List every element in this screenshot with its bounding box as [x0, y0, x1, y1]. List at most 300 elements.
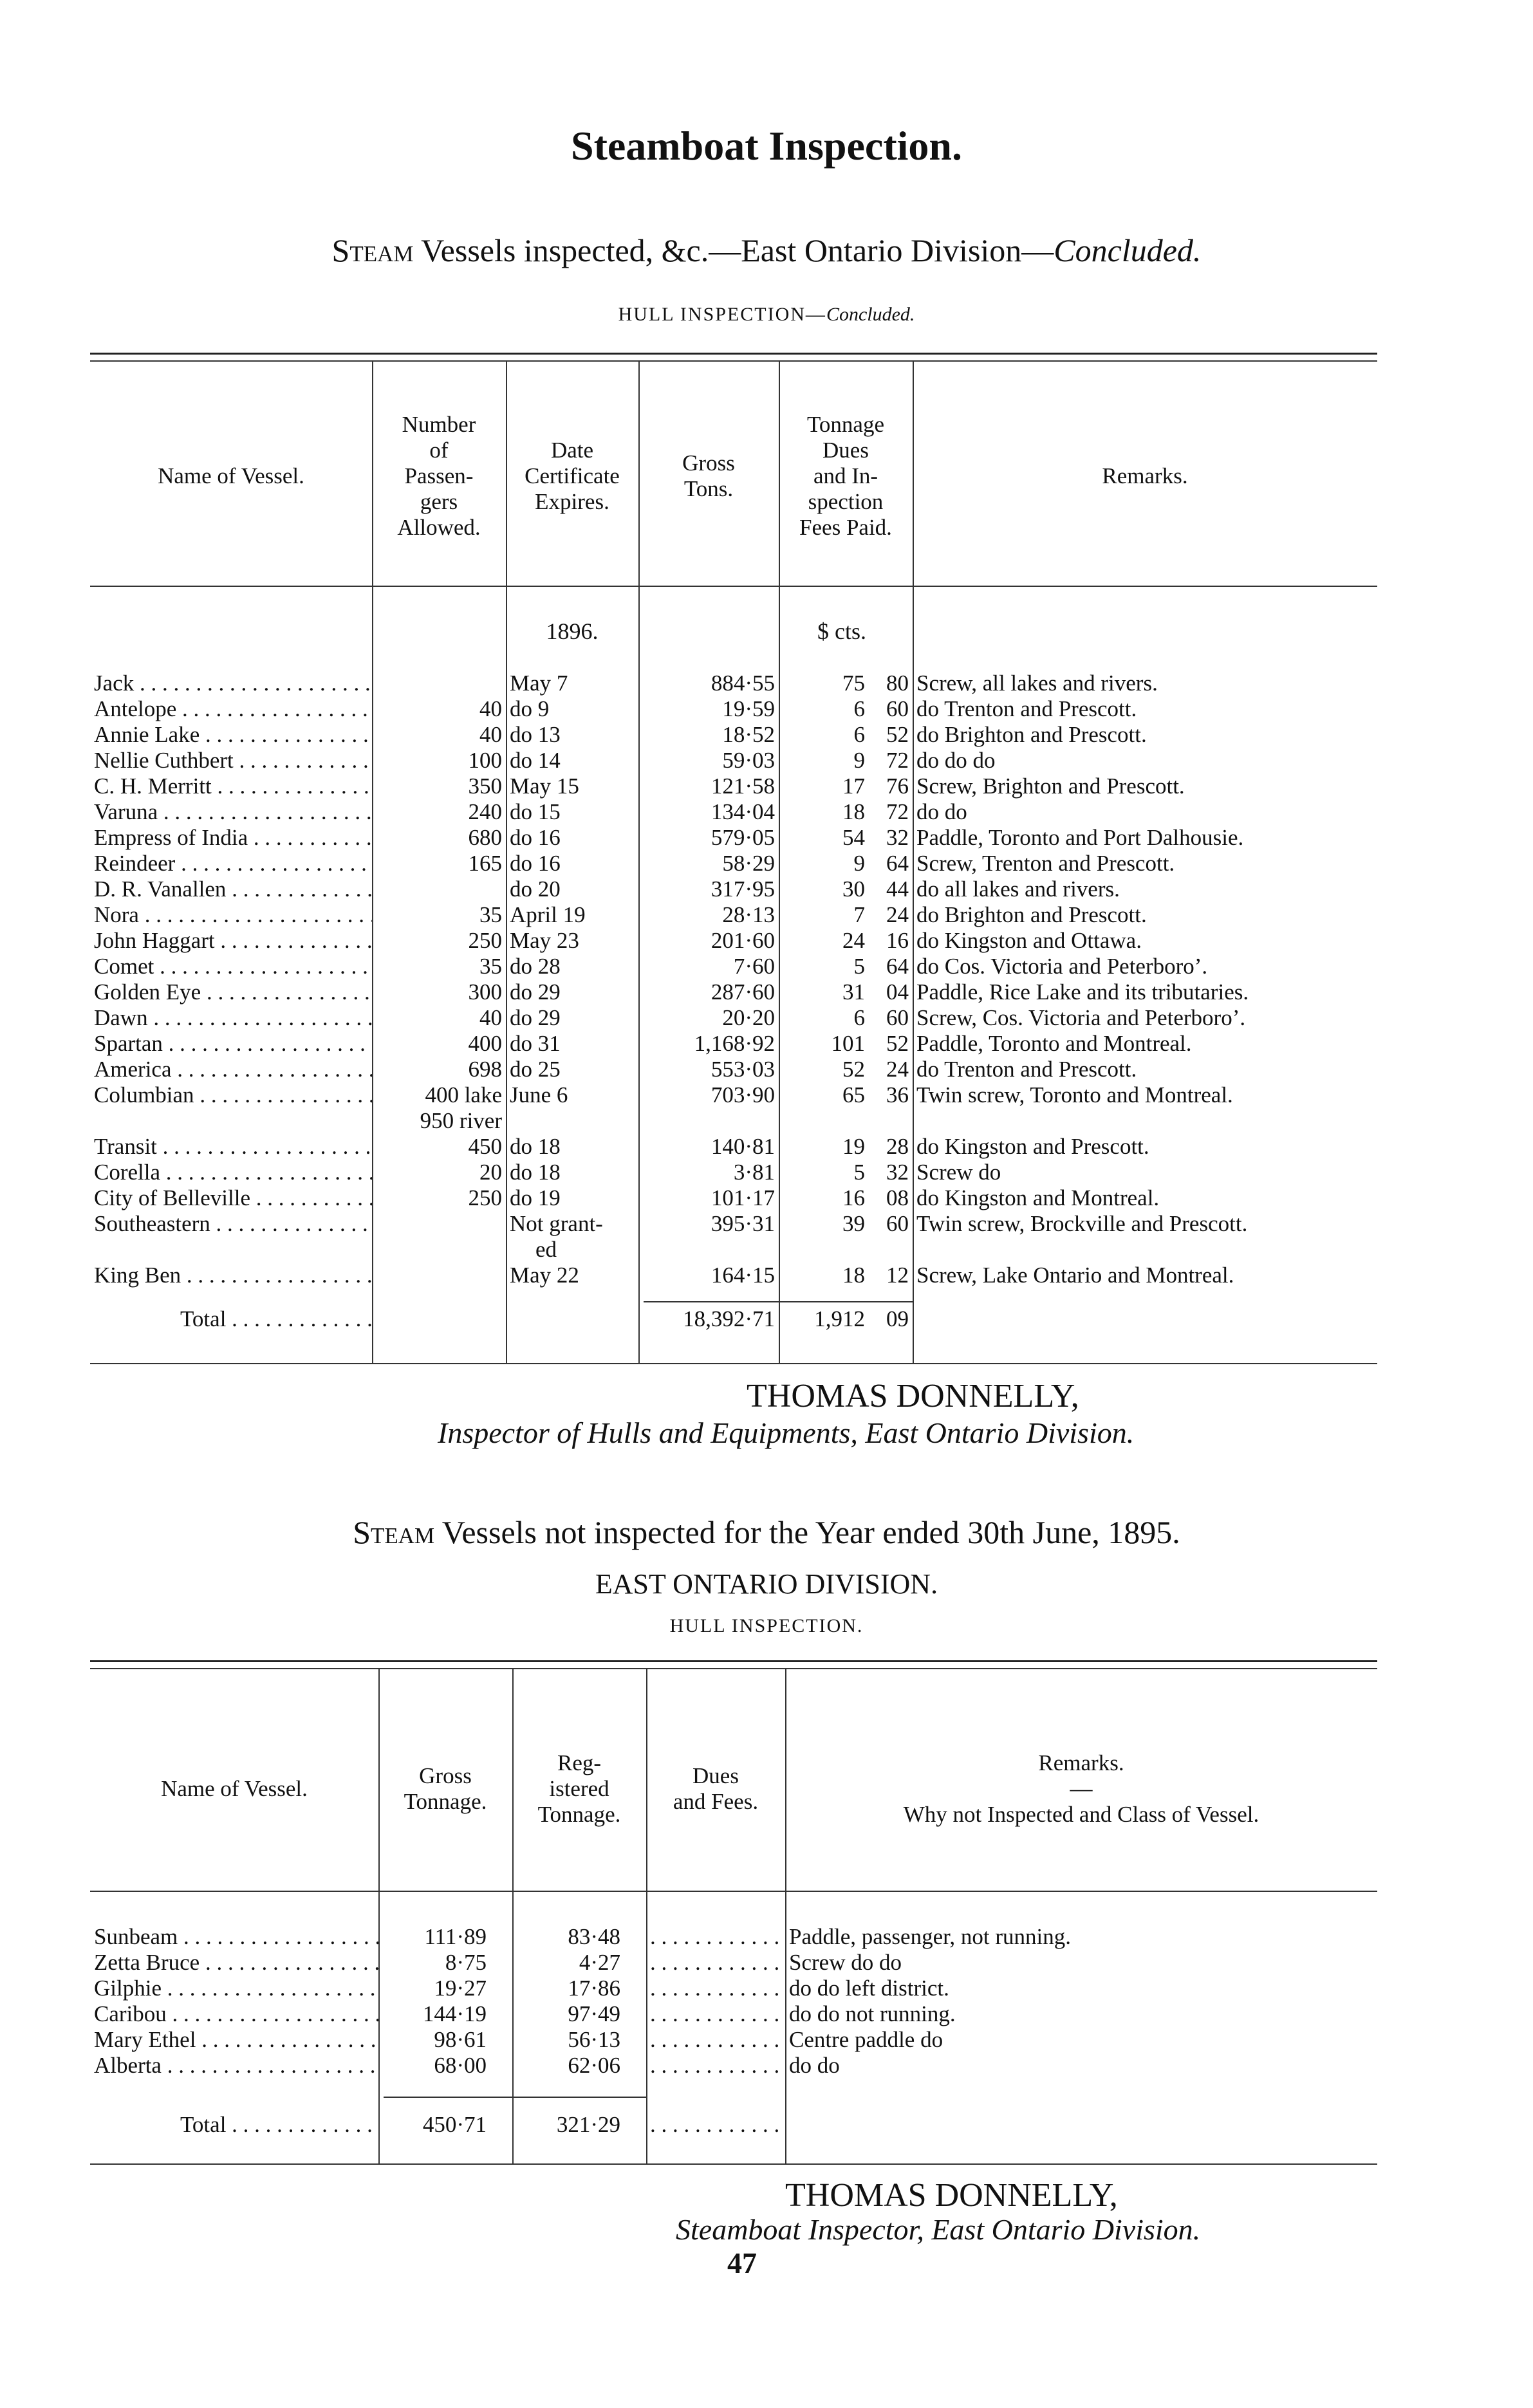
dues-cents: 24: [886, 1057, 909, 1082]
passengers-cell: [372, 851, 506, 876]
remarks: do Cos. Victoria and Peterboro’.: [916, 954, 1208, 979]
date-value: do 29: [510, 979, 561, 1005]
gross-tons: 59·03: [722, 748, 775, 773]
dues-dollars: 5: [853, 1160, 865, 1185]
passengers-value: 40: [479, 696, 502, 721]
gross-tonnage: 19·27: [434, 1976, 487, 2001]
col-passengers-line: gers: [420, 489, 458, 514]
table-row: [90, 1082, 1377, 1134]
col-gross-line: Tons.: [683, 476, 734, 501]
vessel-name: Comet . . .: [94, 954, 372, 979]
registered-tonnage: 4·27: [579, 1950, 620, 1975]
remarks: do Kingston and Prescott.: [916, 1134, 1149, 1159]
section1-heading: [0, 232, 1533, 269]
table-row: [90, 696, 1377, 722]
passengers-value: 100: [468, 748, 502, 773]
remarks: do Kingston and Montreal.: [916, 1185, 1160, 1210]
col-dues-header: [779, 399, 913, 553]
table-row: [90, 928, 1377, 954]
vessel-name: Corella . . .: [94, 1160, 372, 1185]
vessel-name-cell: [90, 1976, 378, 2001]
remarks: Paddle, Toronto and Montreal.: [916, 1031, 1192, 1056]
date-value: do 31: [510, 1031, 561, 1056]
table-row: [90, 1057, 1377, 1082]
gross-tons: 20·20: [722, 1005, 775, 1030]
vessel-name: Gilphie . . .: [94, 1976, 378, 2001]
vessel-name-cell: [90, 748, 372, 773]
dues-cell: [646, 2001, 785, 2027]
passengers-cell: [372, 748, 506, 773]
vessel-name: D. R. Vanallen . . .: [94, 876, 372, 902]
gross-tons: 19·59: [722, 696, 775, 721]
col-remarks-header: Remarks.: [1102, 463, 1188, 488]
dues-cents: 76: [886, 773, 909, 799]
vessel-name-cell: [90, 1031, 372, 1057]
t2-col-registered-line: Reg-: [557, 1750, 602, 1775]
gross-tons: 579·05: [711, 825, 775, 850]
t2-col-dues-line: and Fees.: [673, 1789, 759, 1814]
remarks: Twin screw, Brockville and Prescott.: [916, 1211, 1248, 1236]
dues-dollars: 24: [842, 928, 865, 953]
table1-total-dollars: 1,912: [814, 1306, 865, 1331]
remarks: do Trenton and Prescott.: [916, 1057, 1137, 1082]
passengers-value: 680: [468, 825, 502, 850]
dues-cents: 24: [886, 902, 909, 927]
passengers-cell: [372, 799, 506, 825]
dues-dollars: 9: [853, 851, 865, 876]
registered-tonnage: 83·48: [568, 1924, 620, 1949]
dues-cell: [646, 2053, 785, 2079]
date-cell: [506, 671, 638, 696]
passengers-cell: [372, 773, 506, 799]
passengers-value: 300: [468, 979, 502, 1005]
dues-dollars: 75: [842, 671, 865, 696]
dues-cents: 64: [886, 851, 909, 876]
currency-label: $ cts.: [817, 618, 866, 644]
dues-cents: 80: [886, 671, 909, 696]
passengers-cell: [372, 928, 506, 954]
date-cell: [506, 1031, 638, 1057]
col-date-line: Date: [550, 438, 594, 463]
table1-total: [90, 1306, 1377, 1332]
table1-header: [90, 399, 1377, 553]
dues-cents: 64: [886, 954, 909, 979]
vessel-name-cell: [90, 1057, 372, 1082]
gross-tonnage: 144·19: [422, 2001, 487, 2026]
gross-tons: 164·15: [711, 1263, 775, 1288]
table2-bottom-rule: [90, 2163, 1377, 2165]
dues-cents: 08: [886, 1185, 909, 1210]
dues-dollars: 17: [842, 773, 865, 799]
section2-subheading: HULL INSPECTION.: [669, 1615, 864, 1636]
table-row: [90, 1924, 1377, 1950]
passengers-value: 250: [468, 928, 502, 953]
vessel-name-cell: [90, 1185, 372, 1211]
remarks: Twin screw, Toronto and Montreal.: [916, 1082, 1233, 1107]
gross-tons: 7·60: [733, 954, 775, 979]
remarks: Paddle, passenger, not running.: [789, 1924, 1071, 1949]
t2-col-dues-header: [646, 1712, 785, 1866]
date-value: do 13: [510, 722, 561, 747]
vessel-name: Southeastern . . .: [94, 1211, 372, 1236]
vessel-name: Transit . . .: [94, 1134, 372, 1159]
date-value: do 9: [510, 696, 550, 721]
date-cell: [506, 1134, 638, 1160]
dues-cell: [646, 1950, 785, 1976]
passengers-cell: [372, 1031, 506, 1057]
table-row: [90, 671, 1377, 696]
remarks: Screw, Cos. Victoria and Peterboro’.: [916, 1005, 1246, 1030]
date-value: April 19: [510, 902, 586, 927]
vessel-name-cell: [90, 2053, 378, 2079]
dues-leader: [650, 2027, 785, 2052]
passengers-cell: [372, 1211, 506, 1263]
gross-tonnage: 98·61: [434, 2027, 487, 2052]
dues-cents: 12: [886, 1263, 909, 1288]
gross-tons: 287·60: [711, 979, 775, 1005]
date-cell: [506, 696, 638, 722]
dues-cents: 60: [886, 696, 909, 721]
vessel-name-cell: [90, 1160, 372, 1185]
passengers-value: 20: [479, 1160, 502, 1185]
passengers-cell: [372, 1005, 506, 1031]
gross-tonnage: 111·89: [424, 1924, 487, 1949]
table-row: [90, 2053, 1377, 2079]
passengers-cell: [372, 1185, 506, 1211]
remarks: do do: [789, 2053, 840, 2078]
dues-dollars: 16: [842, 1185, 865, 1210]
remarks: do Kingston and Ottawa.: [916, 928, 1142, 953]
table2-total-label: Total . . .: [180, 2112, 378, 2137]
col-dues-line: Tonnage: [806, 412, 884, 437]
dues-cents: 60: [886, 1005, 909, 1030]
dues-cents: 52: [886, 722, 909, 747]
table-row: [90, 1160, 1377, 1185]
date-cell: [506, 851, 638, 876]
section1-heading-italic: Concluded.: [1054, 232, 1202, 268]
vessel-name: Columbian . . .: [94, 1082, 372, 1107]
vessel-name-cell: [90, 1082, 372, 1134]
remarks: do Trenton and Prescott.: [916, 696, 1137, 721]
date-cell: [506, 979, 638, 1005]
dues-dollars: 31: [842, 979, 865, 1005]
vessel-name: Caribou . . .: [94, 2001, 378, 2026]
remarks: Screw, Lake Ontario and Montreal.: [916, 1263, 1234, 1288]
passengers-value: 698: [468, 1057, 502, 1082]
table-row: [90, 902, 1377, 928]
dues-leader: [650, 1950, 785, 1975]
table2-header: [90, 1712, 1377, 1866]
date-value: May 7: [510, 671, 568, 696]
gross-tons: 58·29: [722, 851, 775, 876]
vessel-name: Empress of India . . .: [94, 825, 372, 850]
table-row: [90, 851, 1377, 876]
table-row: [90, 722, 1377, 748]
passengers-value: 350: [468, 773, 502, 799]
dues-cents: 72: [886, 799, 909, 824]
dues-cents: 72: [886, 748, 909, 773]
registered-tonnage: 56·13: [568, 2027, 620, 2052]
vessel-name-cell: [90, 876, 372, 902]
table-row: [90, 979, 1377, 1005]
t2-col-gross-line: Tonnage.: [404, 1789, 487, 1814]
section1-subheading: [0, 304, 1533, 326]
gross-tons: 553·03: [711, 1057, 775, 1082]
remarks: do Brighton and Prescott.: [916, 902, 1147, 927]
table-row: [90, 954, 1377, 979]
dues-dollars: 54: [842, 825, 865, 850]
dues-cents: 28: [886, 1134, 909, 1159]
passengers-cell: [372, 1263, 506, 1288]
t2-col-remarks-header: [785, 1712, 1377, 1866]
signature2-name: THOMAS DONNELLY,: [785, 2177, 1118, 2214]
table-row: [90, 1005, 1377, 1031]
vessel-name-cell: [90, 954, 372, 979]
vessel-name: John Haggart . . .: [94, 928, 372, 953]
date-cell: [506, 1057, 638, 1082]
date-value: do 16: [510, 825, 561, 850]
vessel-name: Varuna . . .: [94, 799, 372, 824]
gross-tons: 317·95: [711, 876, 775, 902]
dues-dollars: 52: [842, 1057, 865, 1082]
vessel-name-cell: [90, 1005, 372, 1031]
col-passengers-line: of: [429, 438, 449, 463]
table1-header-rule: [90, 586, 1377, 587]
gross-tons: 884·55: [711, 671, 775, 696]
table-row: [90, 1976, 1377, 2001]
signature1-title: Inspector of Hulls and Equipments, East Ontario Division.: [438, 1416, 1135, 1449]
date-cell: [506, 1185, 638, 1211]
registered-tonnage: 97·49: [568, 2001, 620, 2026]
table2-body: [90, 1924, 1377, 2079]
passengers-cell: [372, 696, 506, 722]
dues-dollars: 18: [842, 1263, 865, 1288]
gross-tons: 3·81: [733, 1160, 775, 1185]
vessel-name: Zetta Bruce . . .: [94, 1950, 378, 1975]
passengers-value: 40: [479, 722, 502, 747]
remarks: Screw do do: [789, 1950, 902, 1975]
table1-total-gross: 18,392·71: [683, 1306, 775, 1331]
remarks: Screw, Trenton and Prescott.: [916, 851, 1175, 876]
table1-bottom-rule: [90, 1363, 1377, 1364]
vessel-name: C. H. Merritt . . .: [94, 773, 372, 799]
dues-dollars: 19: [842, 1134, 865, 1159]
table-row: [90, 773, 1377, 799]
table-row: [90, 1950, 1377, 1976]
remarks: do all lakes and rivers.: [916, 876, 1120, 902]
dues-cell: [646, 2027, 785, 2053]
date-cell: [506, 1211, 638, 1263]
passengers-cell: [372, 1057, 506, 1082]
vessel-name-cell: [90, 773, 372, 799]
passengers-cell: [372, 1082, 506, 1134]
vessel-name: Reindeer . . .: [94, 851, 372, 876]
remarks: do do do: [916, 748, 996, 773]
vessel-name-cell: [90, 2027, 378, 2053]
table1-total-label: Total . . .: [180, 1306, 372, 1331]
dues-dollars: 39: [842, 1211, 865, 1236]
date-value: May 23: [510, 928, 579, 953]
section2-division: EAST ONTARIO DIVISION.: [595, 1568, 938, 1600]
table-row: [90, 2027, 1377, 2053]
date-value: do 18: [510, 1160, 561, 1185]
vessel-name-cell: [90, 799, 372, 825]
date-value-2: ed: [535, 1237, 557, 1262]
vessel-name-cell: [90, 1134, 372, 1160]
section2-heading-lead: Steam: [353, 1514, 435, 1550]
vessel-name: Sunbeam . . .: [94, 1924, 378, 1949]
col-passengers-header: [372, 399, 506, 553]
date-value: Not grant-: [510, 1211, 603, 1236]
date-value: do 19: [510, 1185, 561, 1210]
registered-tonnage: 17·86: [568, 1976, 620, 2001]
t2-col-registered-line: Tonnage.: [537, 1802, 621, 1827]
date-cell: [506, 876, 638, 902]
dues-cents: 32: [886, 1160, 909, 1185]
col-date-line: Certificate: [525, 463, 620, 488]
dues-cents: 16: [886, 928, 909, 953]
dues-dollars: 6: [853, 722, 865, 747]
table1-body: [90, 671, 1377, 1288]
table1-total-rule: [644, 1301, 913, 1302]
vessel-name: Nellie Cuthbert . . .: [94, 748, 372, 773]
table2-total-registered: 321·29: [556, 2112, 620, 2137]
table-row: [90, 876, 1377, 902]
col-passengers-line: Passen-: [404, 463, 474, 488]
gross-tons: 18·52: [722, 722, 775, 747]
col-dues-line: Dues: [822, 438, 869, 463]
t2-col-registered-line: istered: [549, 1776, 609, 1801]
passengers-value: 250: [468, 1185, 502, 1210]
table2-total-gross: 450·71: [422, 2112, 487, 2137]
passengers-cell: [372, 722, 506, 748]
date-value: do 16: [510, 851, 561, 876]
vessel-name: Antelope . . .: [94, 696, 372, 721]
vessel-name-cell: [90, 696, 372, 722]
page-number: 47: [727, 2246, 757, 2279]
date-value: May 15: [510, 773, 579, 799]
dues-cents: 36: [886, 1082, 909, 1107]
remarks: do do left district.: [789, 1976, 949, 2001]
vessel-name: Golden Eye . . .: [94, 979, 372, 1005]
table-row: [90, 2001, 1377, 2027]
passengers-value: 165: [468, 851, 502, 876]
dues-cell: [646, 1924, 785, 1950]
remarks: do Brighton and Prescott.: [916, 722, 1147, 747]
table2-top-rule: [90, 1660, 1377, 1662]
passengers-cell: [372, 671, 506, 696]
passengers-value-2: 950 river: [420, 1108, 502, 1133]
col-gross-header: [638, 399, 779, 553]
remarks: Centre paddle do: [789, 2027, 943, 2052]
gross-tonnage: 68·00: [434, 2053, 487, 2078]
table2-total-rule: [384, 2097, 646, 2098]
t2-remarks-dash: —: [1070, 1776, 1093, 1801]
t2-col-gross-header: [378, 1712, 512, 1866]
passengers-cell: [372, 825, 506, 851]
vessel-name-cell: [90, 671, 372, 696]
dues-cell: [646, 1976, 785, 2001]
date-cell: [506, 722, 638, 748]
dues-cents: 32: [886, 825, 909, 850]
vessel-name-cell: [90, 1211, 372, 1263]
date-value: do 18: [510, 1134, 561, 1159]
dues-leader: [650, 1924, 785, 1949]
t2-col-gross-line: Gross: [419, 1763, 472, 1788]
date-cell: [506, 1082, 638, 1134]
passengers-value: 35: [479, 902, 502, 927]
vessel-name: Jack . . .: [94, 671, 372, 696]
date-cell: [506, 825, 638, 851]
vessel-name-cell: [90, 1924, 378, 1950]
col-passengers-line: Allowed.: [397, 515, 481, 540]
table2-header-rule: [90, 1891, 1377, 1892]
col-dues-line: and In-: [813, 463, 878, 488]
gross-tons: 1,168·92: [694, 1031, 775, 1056]
passengers-cell: [372, 1160, 506, 1185]
date-cell: [506, 799, 638, 825]
dues-dollars: 5: [853, 954, 865, 979]
date-value: do 14: [510, 748, 561, 773]
dues-cents: 04: [886, 979, 909, 1005]
gross-tons: 201·60: [711, 928, 775, 953]
t2-remarks-title: Remarks.: [1038, 1750, 1124, 1775]
vessel-name: Dawn . . .: [94, 1005, 372, 1030]
gross-tons: 121·58: [711, 773, 775, 799]
date-cell: [506, 1005, 638, 1031]
table-row: [90, 1185, 1377, 1211]
table1-top-rule-2: [90, 360, 1377, 362]
passengers-value: 450: [468, 1134, 502, 1159]
vessel-name: Annie Lake . . .: [94, 722, 372, 747]
vessel-name-cell: [90, 825, 372, 851]
date-value: May 22: [510, 1263, 579, 1288]
date-cell: [506, 773, 638, 799]
remarks: Paddle, Toronto and Port Dalhousie.: [916, 825, 1244, 850]
date-value: June 6: [510, 1082, 568, 1107]
remarks: Screw, all lakes and rivers.: [916, 671, 1158, 696]
signature2-title: Steamboat Inspector, East Ontario Division.: [676, 2213, 1201, 2246]
passengers-cell: [372, 876, 506, 902]
registered-tonnage: 62·06: [568, 2053, 620, 2078]
remarks: do do: [916, 799, 967, 824]
date-value: do 25: [510, 1057, 561, 1082]
gross-tons: 101·17: [711, 1185, 775, 1210]
col-date-header: [506, 399, 638, 553]
passengers-value: 240: [468, 799, 502, 824]
dues-dollars: 6: [853, 1005, 865, 1030]
vessel-name: City of Belleville . . .: [94, 1185, 372, 1210]
dues-cents: 52: [886, 1031, 909, 1056]
dues-cents: 44: [886, 876, 909, 902]
passengers-value: 35: [479, 954, 502, 979]
remarks: Screw, Brighton and Prescott.: [916, 773, 1185, 799]
gross-tons: 140·81: [711, 1134, 775, 1159]
signature1-name: THOMAS DONNELLY,: [747, 1378, 1079, 1414]
col-dues-line: spection: [808, 489, 884, 514]
date-cell: [506, 1263, 638, 1288]
passengers-cell: [372, 979, 506, 1005]
table-row: [90, 748, 1377, 773]
remarks: Screw do: [916, 1160, 1001, 1185]
gross-tons: 28·13: [722, 902, 775, 927]
gross-tons: 134·04: [711, 799, 775, 824]
vessel-name-cell: [90, 722, 372, 748]
table1-top-rule: [90, 353, 1377, 355]
col-name-header: Name of Vessel.: [158, 463, 304, 488]
col-passengers-line: Number: [402, 412, 476, 437]
t2-col-dues-line: Dues: [692, 1763, 739, 1788]
